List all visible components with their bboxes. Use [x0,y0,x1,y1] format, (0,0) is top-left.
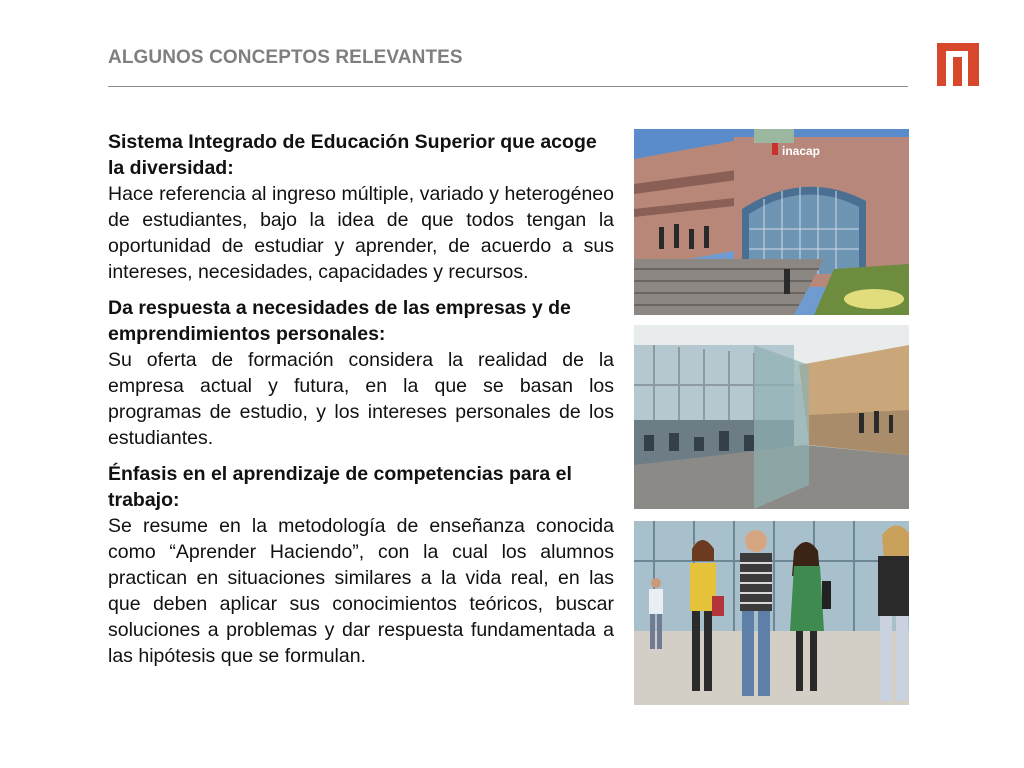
section-heading: Da respuesta a necesidades de las empresas y de emprendimientos personales: [108,297,571,345]
section-competencias [108,461,614,669]
title-divider [108,86,908,87]
inacap-logo-icon [937,43,979,86]
slide-title: ALGUNOS CONCEPTOS RELEVANTES [108,47,463,68]
section-heading: Énfasis en el aprendizaje de competencias para el trabajo: [108,463,572,511]
section-body: Hace referencia al ingreso múltiple, variado y heterogéneo de estudiantes, bajo la idea de que todos tengan la oportunidad de estudiar y aprender, de acuerdo a sus intereses, necesidades, capacidades y recursos. [108,183,614,283]
section-heading: Sistema Integrado de Educación Superior que acoge la diversidad: [108,131,597,179]
campus-building-photo [634,129,909,315]
section-diversidad [108,129,614,285]
students-walking-photo [634,521,909,705]
section-body: Se resume en la metodología de enseñanza conocida como “Aprender Haciendo”, con la cual los alumnos practican en situaciones similares a la vida real, en las que deben aplicar sus conocimientos teóricos, buscar soluciones a problemas y dar respuesta fundamentada a las hipótesis que se formulan. [108,515,614,667]
section-body: Su oferta de formación considera la realidad de la empresa actual y futura, en la que se basan los programas de estudio, y los intereses personales de los estudiantes. [108,349,614,449]
building-sign-text: inacap [782,144,821,158]
section-empresas [108,295,614,451]
interior-corridor-photo [634,325,909,509]
content-column [108,129,614,669]
